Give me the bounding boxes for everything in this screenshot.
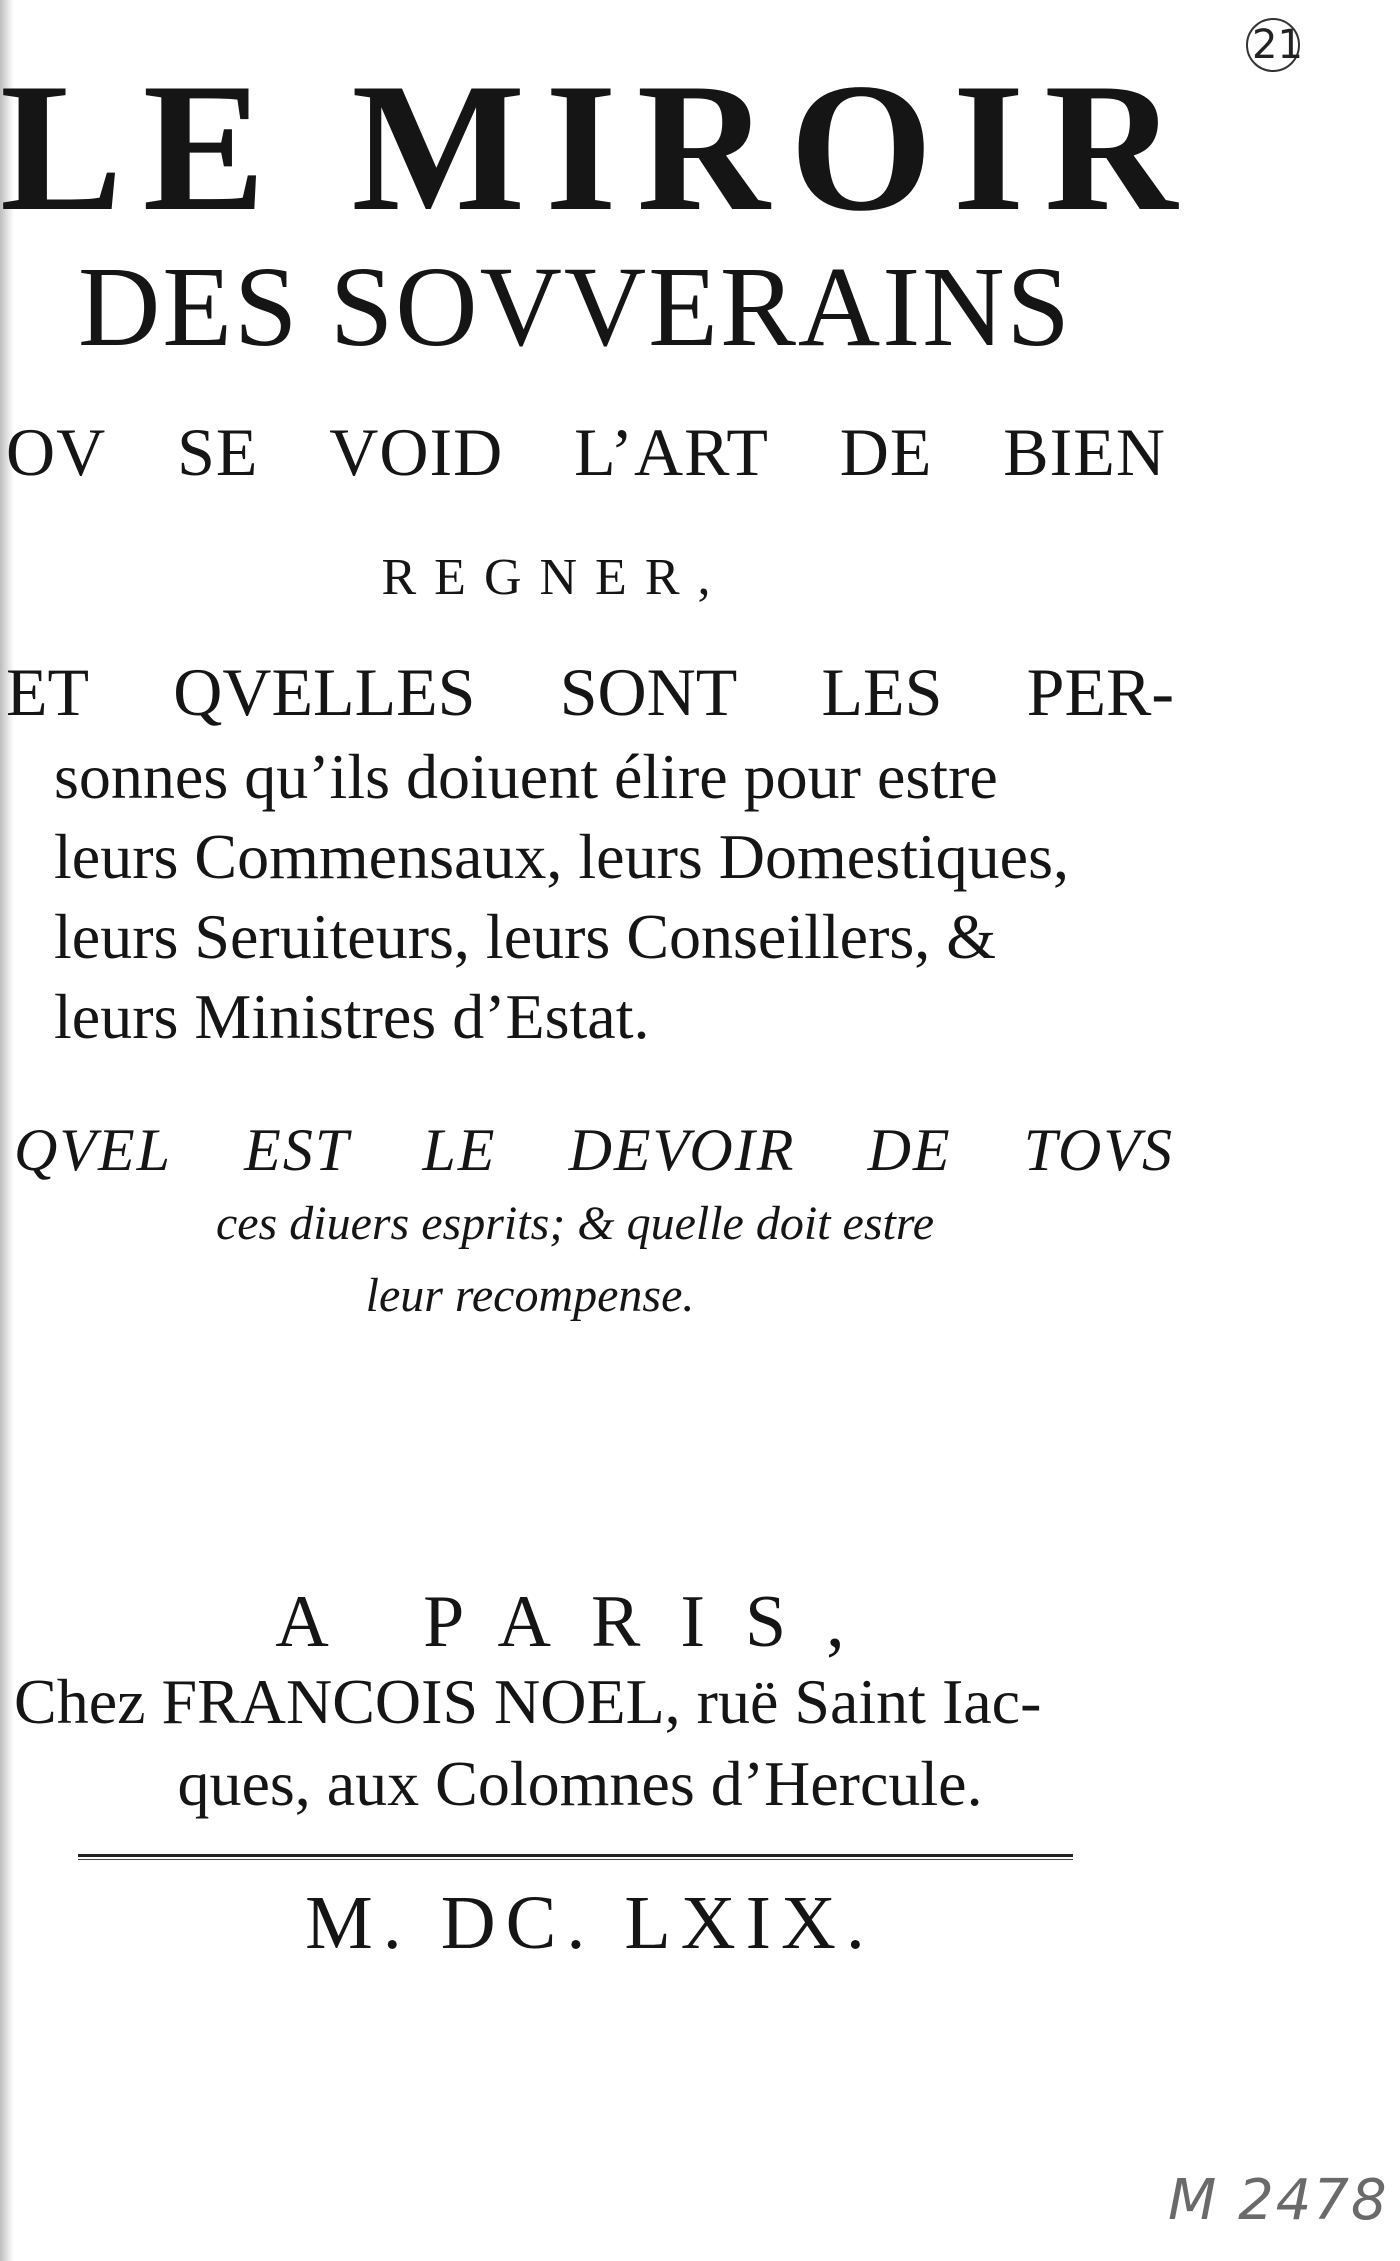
imprint-publisher-line-2: ques, aux Colomnes d’Hercule. [177, 1748, 983, 1819]
italic-line-2: ces diuers esprits; & quelle doit estre [215, 1197, 935, 1250]
paragraph-word: QVELLES [173, 654, 476, 730]
title-line-1: LE MIROIR [0, 45, 1198, 249]
italic-word: DE [867, 1117, 952, 1183]
italic-word: QVEL [14, 1117, 172, 1183]
folio-number: 21 [1252, 22, 1303, 68]
paragraph-word: PER- [1026, 654, 1174, 730]
imprint-city: A PARIS, [275, 1581, 885, 1663]
paragraph-line-5: leurs Ministres d’Estat. [54, 981, 650, 1052]
italic-line-1 [14, 1117, 1174, 1183]
paragraph-line-2: sonnes qu’ils doiuent élire pour estre [54, 741, 998, 812]
paragraph-word: SONT [559, 654, 738, 730]
imprint-publisher-line-1: Chez FRANCOIS NOEL, ruë Saint Iac- [14, 1666, 1042, 1737]
subtitle-line-2: REGNER, [381, 549, 729, 606]
paragraph-line-3: leurs Commensaux, leurs Domestiques, [54, 821, 1069, 892]
italic-word: TOVS [1023, 1117, 1174, 1183]
subtitle-word: DE [839, 414, 933, 490]
subtitle-word: L’ART [574, 414, 769, 490]
subtitle-line-1 [6, 414, 1166, 490]
subtitle-word: OV [6, 414, 107, 490]
italic-word: EST [244, 1117, 351, 1183]
paragraph-line-4: leurs Seruiteurs, leurs Conseillers, & [54, 901, 997, 972]
subtitle-word: VOID [329, 414, 504, 490]
subtitle-word: SE [177, 414, 259, 490]
imprint-date: M. DC. LXIX. [305, 1881, 875, 1965]
title-line-2: DES SOVVERAINS [78, 243, 1072, 370]
italic-word: DEVOIR [568, 1117, 796, 1183]
horizontal-rule [78, 1854, 1073, 1857]
italic-word: LE [422, 1117, 497, 1183]
paragraph-word: LES [821, 654, 943, 730]
subtitle-word: BIEN [1003, 414, 1166, 490]
paragraph-line-1 [6, 654, 1174, 730]
italic-line-3: leur recompense. [365, 1269, 695, 1322]
shelfmark-annotation: M 2478 [1168, 2168, 1389, 2233]
horizontal-rule-thin [78, 1859, 1073, 1860]
paragraph-word: ET [6, 654, 90, 730]
